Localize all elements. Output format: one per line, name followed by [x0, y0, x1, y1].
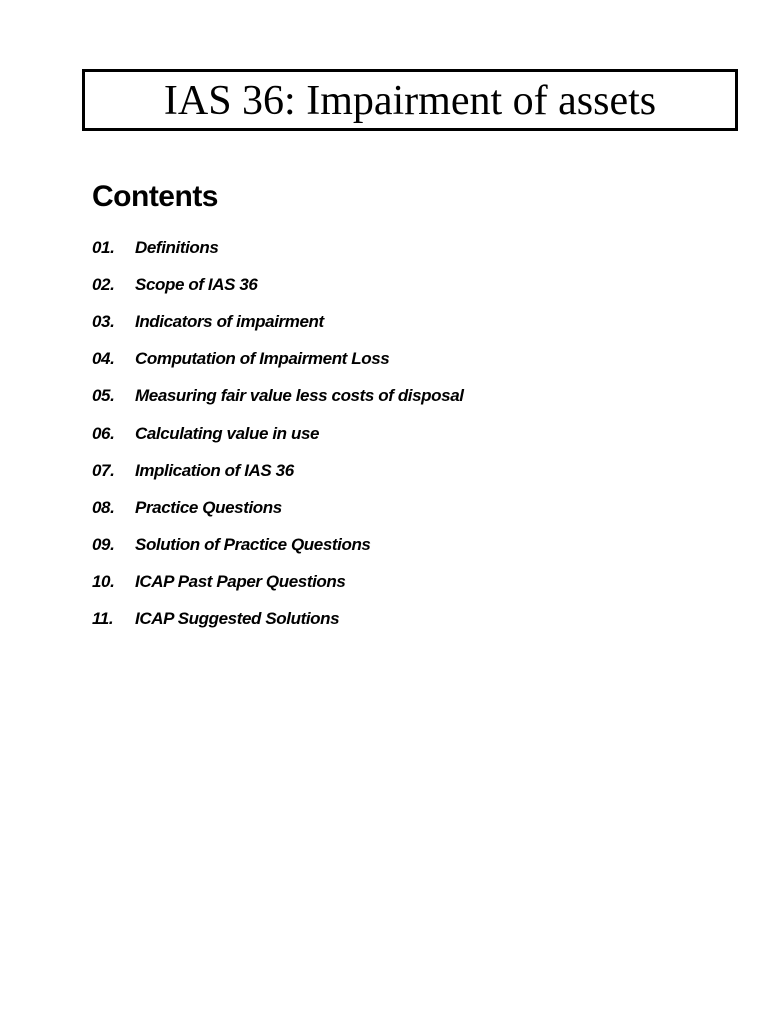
- toc-item-label: Indicators of impairment: [135, 311, 324, 331]
- toc-item-label: ICAP Past Paper Questions: [135, 572, 346, 592]
- toc-item-number: 10.: [92, 572, 115, 592]
- toc-item: [92, 601, 464, 638]
- toc-item-number: 07.: [92, 460, 115, 480]
- toc-item-number: 09.: [92, 535, 115, 555]
- toc-item-label: Implication of IAS 36: [135, 460, 294, 480]
- toc-item-label: Practice Questions: [135, 497, 282, 517]
- toc-item: [92, 415, 464, 452]
- toc-item-number: 06.: [92, 423, 115, 443]
- contents-heading: Contents: [92, 180, 218, 213]
- toc-item: [92, 303, 464, 340]
- toc-item-number: 11.: [92, 609, 114, 629]
- toc-item: [92, 266, 464, 303]
- toc-item-label: Definitions: [135, 237, 219, 257]
- title-box: [82, 69, 738, 131]
- page-title: IAS 36: Impairment of assets: [163, 78, 657, 124]
- toc-item-number: 08.: [92, 497, 115, 517]
- toc-item-label: Measuring fair value less costs of disposal: [135, 386, 464, 406]
- toc-item-label: Computation of Impairment Loss: [135, 349, 390, 369]
- toc-item-number: 02.: [92, 274, 115, 294]
- toc-item-number: 03.: [92, 311, 115, 331]
- toc-item-number: 05.: [92, 386, 115, 406]
- toc-item: [92, 527, 464, 564]
- toc-item-label: Solution of Practice Questions: [135, 535, 371, 555]
- table-of-contents: [92, 229, 464, 638]
- toc-item-label: ICAP Suggested Solutions: [135, 609, 340, 629]
- toc-item-number: 01.: [92, 237, 115, 257]
- toc-item: [92, 229, 464, 266]
- toc-item: [92, 564, 464, 601]
- toc-item: [92, 452, 464, 489]
- toc-item-number: 04.: [92, 349, 115, 369]
- toc-item: [92, 489, 464, 526]
- toc-item: [92, 341, 464, 378]
- toc-item-label: Scope of IAS 36: [135, 274, 258, 294]
- toc-item-label: Calculating value in use: [135, 423, 320, 443]
- toc-item: [92, 378, 464, 415]
